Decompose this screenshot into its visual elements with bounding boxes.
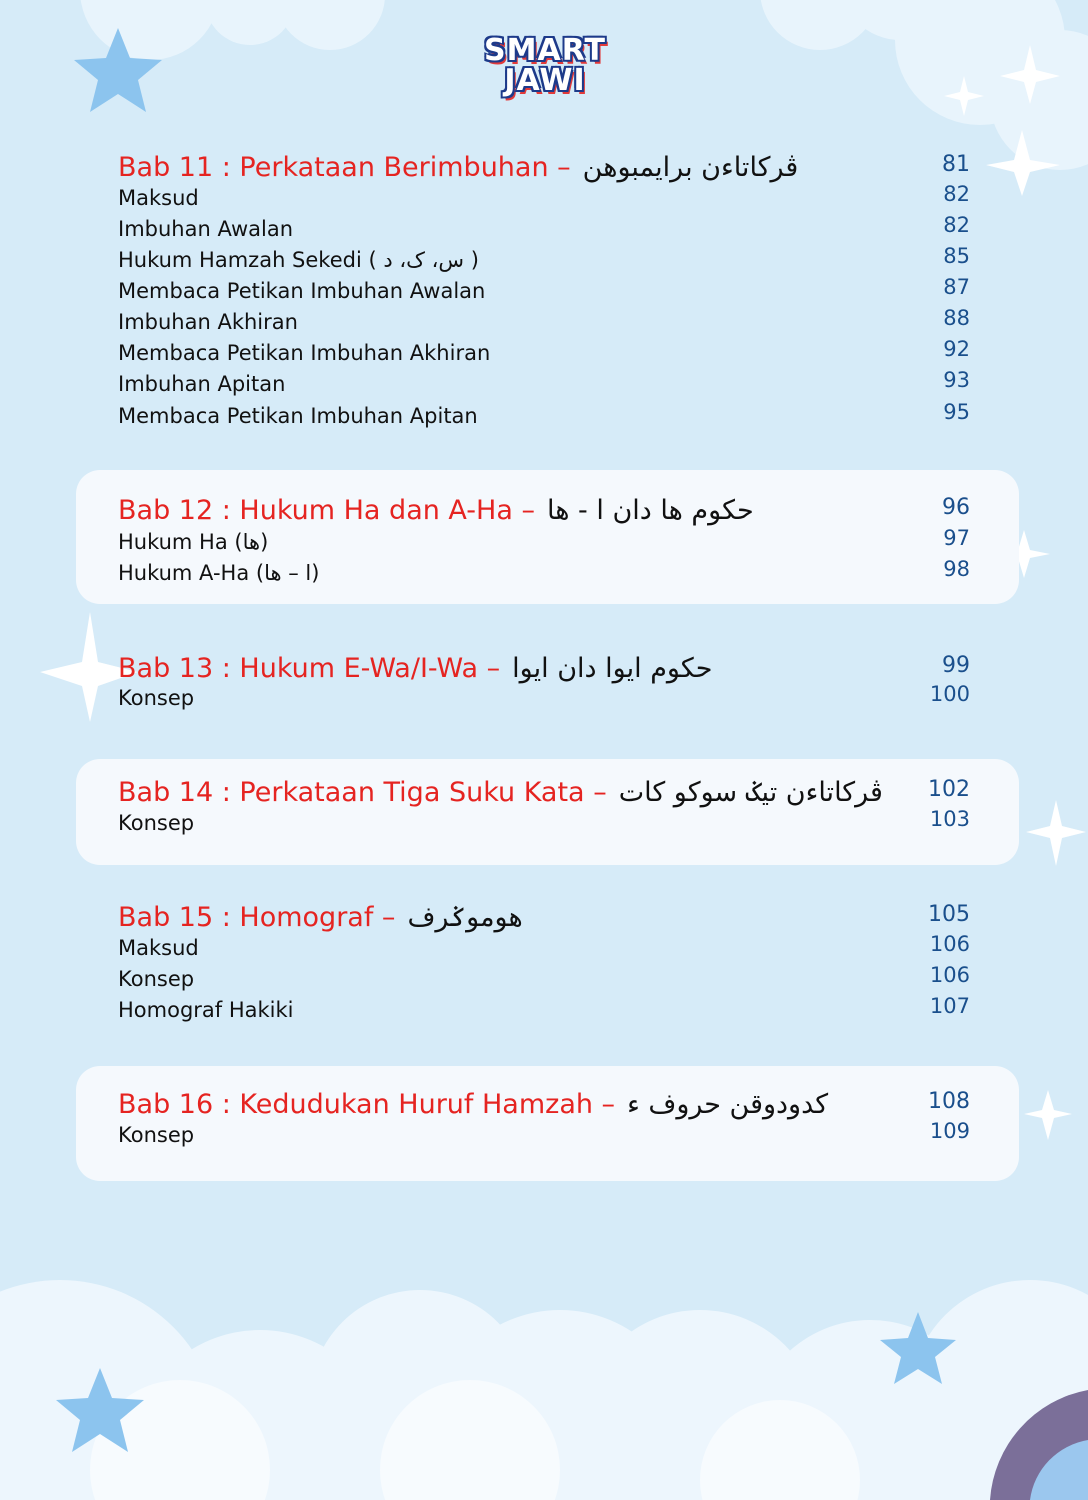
chapter-title-text: Bab 13 : Hukum E-Wa/I-Wa – [118, 653, 501, 684]
chapter-title-row[interactable] [118, 653, 970, 683]
page-number: 108 [928, 1089, 970, 1114]
page-number: 82 [943, 182, 970, 206]
toc-item[interactable] [118, 682, 970, 716]
chapter-title-row[interactable] [118, 777, 970, 807]
toc-item[interactable] [118, 807, 970, 841]
toc-item-label: Hukum Ha (ها) [118, 530, 269, 554]
toc-item[interactable] [118, 337, 970, 371]
page-number: 99 [942, 653, 970, 678]
page-number: 96 [942, 495, 970, 520]
toc-item-label: Homograf Hakiki [118, 998, 294, 1022]
chapter-title-row[interactable] [118, 1089, 970, 1119]
toc-item-label: Hukum A-Ha (ا – ها) [118, 561, 320, 585]
chapter-title-jawi: حکوم ايوا دان ايوا [512, 653, 713, 684]
toc-item[interactable] [118, 994, 970, 1028]
toc-item-label: Konsep [118, 967, 195, 991]
chapter-title-row[interactable] [118, 152, 970, 182]
logo-line-1: SMART [484, 33, 606, 68]
page-number: 98 [943, 557, 970, 581]
page-number: 105 [928, 902, 970, 927]
chapter-title-text: Bab 15 : Homograf – [118, 902, 396, 933]
page-number: 88 [943, 306, 970, 330]
toc-item[interactable] [118, 557, 970, 591]
chapter-title [118, 777, 883, 808]
page-number: 109 [929, 1119, 970, 1143]
toc-item[interactable] [118, 275, 970, 309]
toc-item[interactable] [118, 400, 970, 434]
page-number: 82 [943, 213, 970, 237]
page-number: 106 [929, 932, 970, 956]
toc-item[interactable] [118, 182, 970, 216]
page-number: 87 [943, 275, 970, 299]
page-number: 97 [943, 526, 970, 550]
toc-item-label: Maksud [118, 936, 199, 960]
logo-line-2: JAWI [504, 63, 586, 98]
toc-item-label: Imbuhan Akhiran [118, 310, 298, 334]
toc-item[interactable] [118, 213, 970, 247]
chapter-title [118, 902, 523, 933]
page-number: 92 [943, 337, 970, 361]
chapter-title [118, 152, 798, 183]
toc-item-label: Membaca Petikan Imbuhan Akhiran [118, 341, 491, 365]
toc-item-label: Membaca Petikan Imbuhan Apitan [118, 404, 478, 428]
chapter-title-text: Bab 16 : Kedudukan Huruf Hamzah – [118, 1089, 616, 1120]
toc-item[interactable] [118, 1119, 970, 1153]
toc-item[interactable] [118, 306, 970, 340]
smart-jawi-logo [470, 33, 620, 106]
toc-item-label: Konsep [118, 811, 195, 835]
toc-item[interactable] [118, 368, 970, 402]
chapter-title [118, 495, 754, 526]
chapter-title-text: Bab 11 : Perkataan Berimbuhan – [118, 152, 571, 183]
toc-item[interactable] [118, 932, 970, 966]
toc-item[interactable] [118, 963, 970, 997]
toc-item-label: Membaca Petikan Imbuhan Awalan [118, 279, 486, 303]
chapter-title-jawi: ڤركاتاءن برايمبوهن [582, 152, 799, 183]
chapter-title-row[interactable] [118, 495, 970, 525]
chapter-title-text: Bab 12 : Hukum Ha dan A-Ha – [118, 495, 535, 526]
toc-item-label: Hukum Hamzah Sekedi ( س، ک، د ) [118, 248, 479, 272]
toc-item-label: Imbuhan Awalan [118, 217, 294, 241]
page-number: 106 [929, 963, 970, 987]
page-number: 103 [929, 807, 970, 831]
page-number: 81 [942, 152, 970, 177]
chapter-title [118, 1089, 828, 1120]
chapter-title-text: Bab 14 : Perkataan Tiga Suku Kata – [118, 777, 607, 808]
page-number: 95 [943, 400, 970, 424]
toc-item-label: Konsep [118, 686, 195, 710]
toc-item[interactable] [118, 244, 970, 278]
toc-item-label: Konsep [118, 1123, 195, 1147]
chapter-title-jawi: حکوم ها دان ا - ها [546, 495, 754, 526]
chapter-title-jawi: كدودوقن حروف ء [627, 1089, 829, 1120]
chapter-title [118, 653, 712, 684]
page-number: 93 [943, 368, 970, 392]
toc-item-label: Imbuhan Apitan [118, 372, 286, 396]
toc-item[interactable] [118, 526, 970, 560]
page-number: 107 [929, 994, 970, 1018]
toc-item-label: Maksud [118, 186, 199, 210]
page-number: 102 [928, 777, 970, 802]
chapter-title-jawi: ڤركاتاءن تيݢ سوكو كات [618, 777, 883, 808]
chapter-title-row[interactable] [118, 902, 970, 932]
chapter-title-jawi: هوموݢرف [407, 902, 523, 933]
page-number: 100 [929, 682, 970, 706]
page-number: 85 [943, 244, 970, 268]
